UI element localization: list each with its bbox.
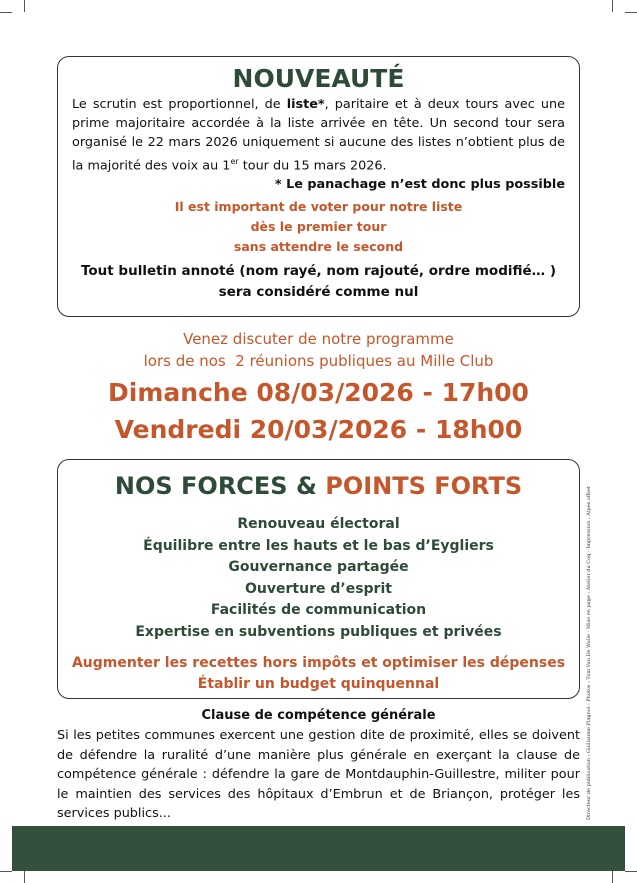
forces-box: [57, 459, 580, 699]
goal-item: Augmenter les recettes hors impôts et optimiser les dépenses: [71, 655, 566, 671]
nouveaute-title: NOUVEAUTÉ: [232, 64, 405, 93]
crop-mark: [24, 871, 25, 883]
text-sup: er: [230, 157, 239, 166]
crop-mark: [0, 871, 12, 872]
meeting-date: Dimanche 08/03/2026 - 17h00: [108, 378, 529, 407]
force-item: Facilités de communication: [210, 602, 427, 618]
nouveaute-box: [57, 56, 580, 317]
text-bold: liste*: [286, 97, 325, 112]
crop-mark: [625, 12, 637, 13]
crop-mark: [612, 0, 613, 12]
goal-item: Établir un budget quinquennal: [197, 676, 440, 692]
forces-title: [64, 470, 573, 502]
goals-list: [64, 653, 573, 695]
ballot-warning: [62, 261, 575, 303]
title-part: POINTS FORTS: [325, 472, 523, 500]
title-part: NOS FORCES &: [114, 472, 326, 500]
intro-line: lors de nos 2 réunions publiques au Mille Club: [143, 352, 494, 370]
force-item: Équilibre entre les hauts et le bas d’Eygliers: [143, 537, 494, 554]
footer-band: [12, 826, 625, 871]
text: , paritaire et à deux tours avec une prime majoritaire accordée à la liste arrivée en tête. Un second tour sera organisé le 22 mars 2026 uniquement si aucune des listes n’obtient plus de la majorité des voix au 1: [72, 97, 565, 174]
vote-line: sans attendre le second: [233, 239, 404, 255]
clause-section: [57, 706, 580, 824]
meetings-intro: [0, 328, 637, 372]
vote-line: dès le premier tour: [250, 219, 387, 235]
publication-credits: Directeur de publication : Guillaume Plagnol - Photos : Tom Van De Walle - Mise en page : Atelier du Coq - Impression : Alpes offset: [586, 486, 592, 820]
text: tour du 15 mars 2026.: [238, 158, 387, 174]
force-item: Expertise en subventions publiques et privées: [135, 623, 502, 640]
forces-list: [64, 514, 573, 643]
crop-mark: [24, 0, 25, 12]
vote-message: [72, 197, 565, 257]
intro-line: Venez discuter de notre programme: [183, 330, 454, 348]
panachage-note: * Le panachage n’est donc plus possible: [274, 177, 565, 193]
crop-mark: [612, 871, 613, 883]
clause-title: Clause de compétence générale: [201, 708, 436, 723]
force-item: Renouveau électoral: [237, 516, 400, 532]
clause-text: Si les petites communes exercent une gestion dite de proximité, elles se doivent de défendre la ruralité d’une manière plus générale en exerçant la clause de compétence générale : défendre la gare de Montdauphin-Guillestre, militer pour le maintien des services des hôpitaux d’Embrun et de Briançon, protéger les services publics...: [57, 728, 580, 821]
nouveaute-paragraph: [72, 95, 565, 175]
force-item: Gouvernance partagée: [228, 559, 409, 575]
force-item: Ouverture d’esprit: [245, 580, 392, 597]
warning-line: Tout bulletin annoté (nom rayé, nom rajouté, ordre modifié… ): [80, 263, 557, 280]
meeting-date: Vendredi 20/03/2026 - 18h00: [114, 415, 523, 444]
warning-line: sera considéré comme nul: [218, 284, 419, 301]
crop-mark: [0, 12, 12, 13]
meeting-dates: [0, 374, 637, 448]
vote-line: Il est important de voter pour notre liste: [174, 199, 463, 215]
crop-mark: [625, 871, 637, 872]
text: Le scrutin est proportionnel, de: [72, 97, 287, 112]
